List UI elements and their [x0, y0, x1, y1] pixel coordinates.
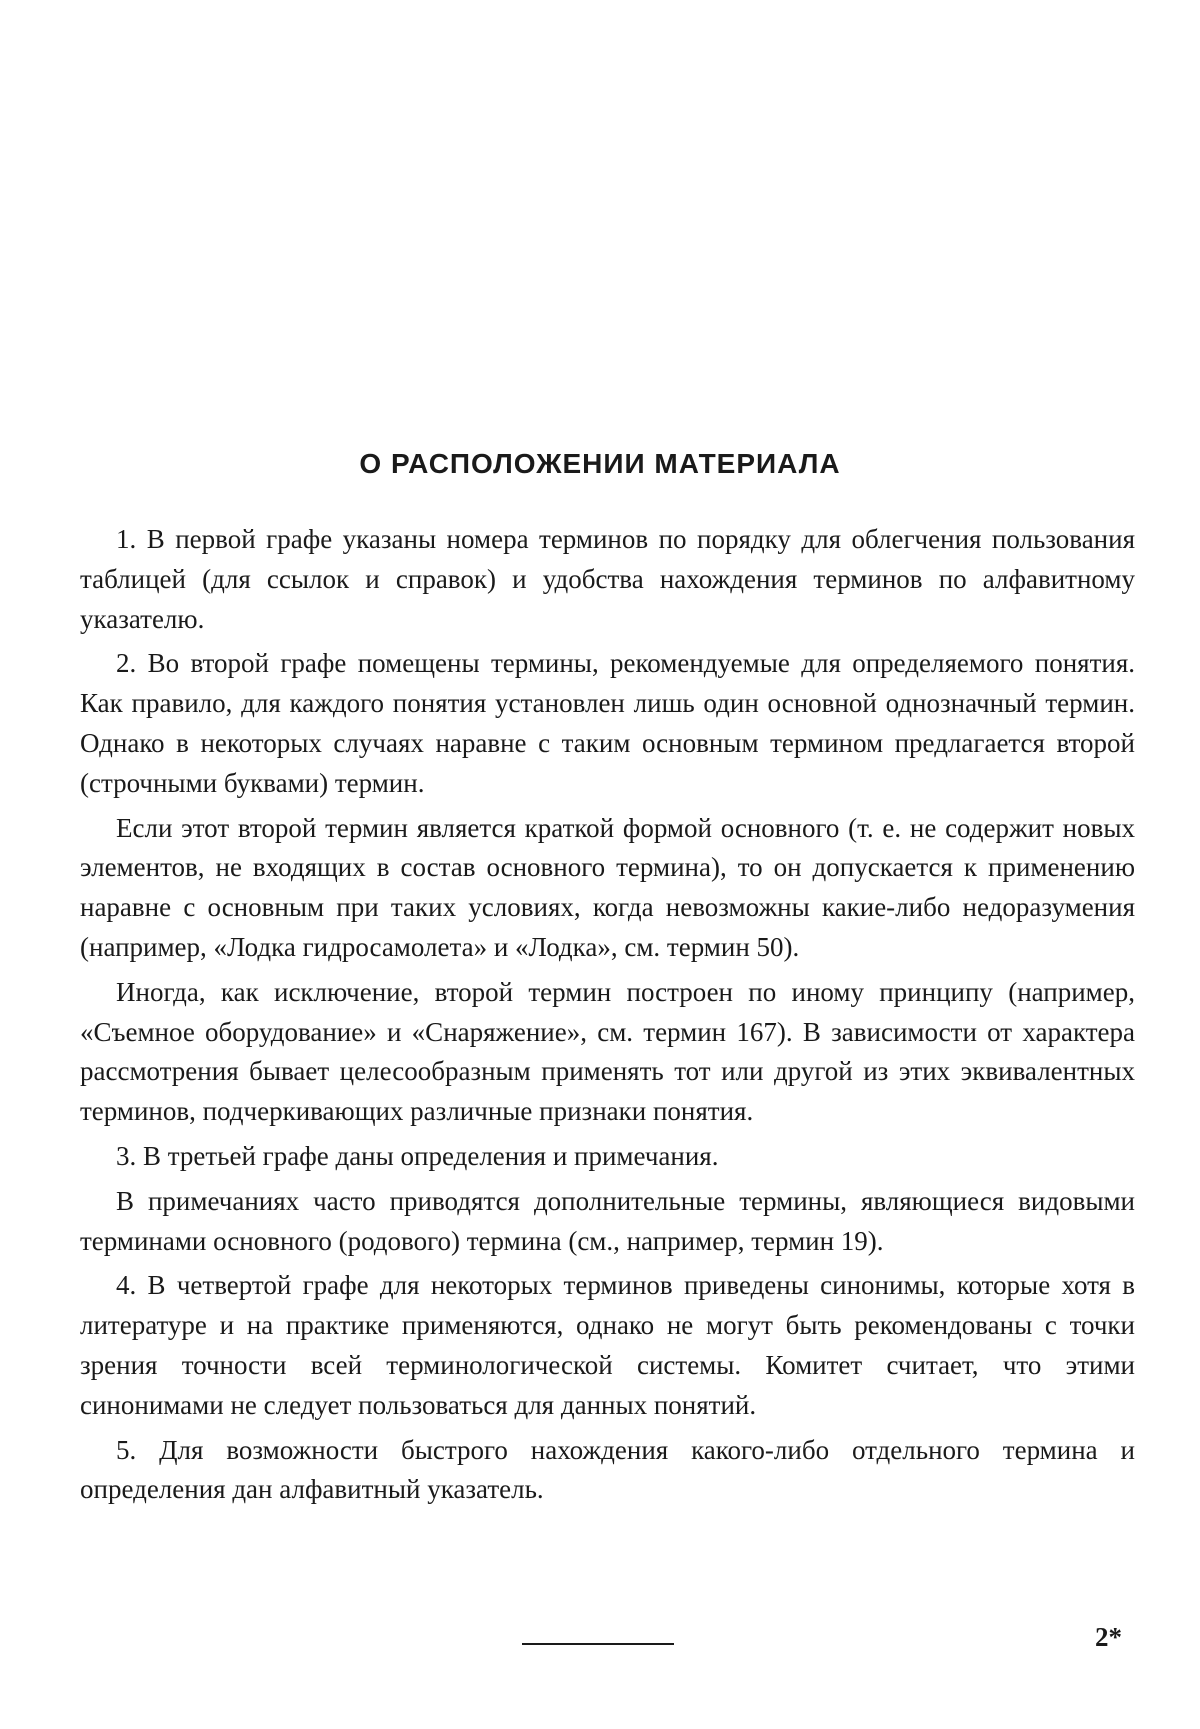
section-heading: О РАСПОЛОЖЕНИИ МАТЕРИАЛА — [359, 448, 841, 479]
footer-rule — [522, 1643, 674, 1645]
paragraph-8: 5. Для возможности быстрого нахождения какого-либо отдельного термина и определения дан алфавитный указатель. — [80, 1434, 1135, 1505]
paragraph-4: Иногда, как исключение, второй термин построен по иному принципу (например, «Съемное оборудование» и «Снаряжение», см. термин 167). В зависимости от характера рассмотрения бывает целесообразным применять тот или другой из этих эквивалентных терминов, подчеркивающих различные признаки понятия. — [80, 976, 1135, 1127]
paragraph-3: Если этот второй термин является краткой формой основного (т. е. не содержит новых элементов, не входящих в состав основного термина), то он допускается к применению наравне с основным при таких условиях, когда невозможны какие-либо недоразумения (например, «Лодка гидросамолета» и «Лодка», см. термин 50). — [80, 812, 1135, 962]
paragraph-1: 1. В первой графе указаны номера терминов по порядку для облегчения пользования таблицей (для ссылок и справок) и удобства нахождения терминов по алфавитному указателю. — [80, 524, 1135, 634]
paragraph-5: 3. В третьей графе даны определения и примечания. — [116, 1140, 719, 1171]
page-number: 2* — [1095, 1622, 1122, 1652]
paragraph-7: 4. В четвертой графе для некоторых терминов приведены синонимы, которые хотя в литературе и на практике применяются, однако не могут быть рекомендованы с точки зрения точности всей терминологической системы. Комитет считает, что этими синонимами не следует пользоваться для данных понятий. — [80, 1270, 1135, 1420]
body-text — [80, 520, 1135, 1515]
paragraph-6: В примечаниях часто приводятся дополнительные термины, являющиеся видовыми терминами основного (родового) термина (см., например, термин 19). — [80, 1185, 1135, 1256]
paragraph-2: 2. Во второй графе помещены термины, рекомендуемые для определяемого понятия. Как правило, для каждого понятия установлен лишь один основной однозначный термин. Однако в некоторых случаях наравне с таким основным термином предлагается второй (строчными буквами) термин. — [80, 648, 1135, 798]
